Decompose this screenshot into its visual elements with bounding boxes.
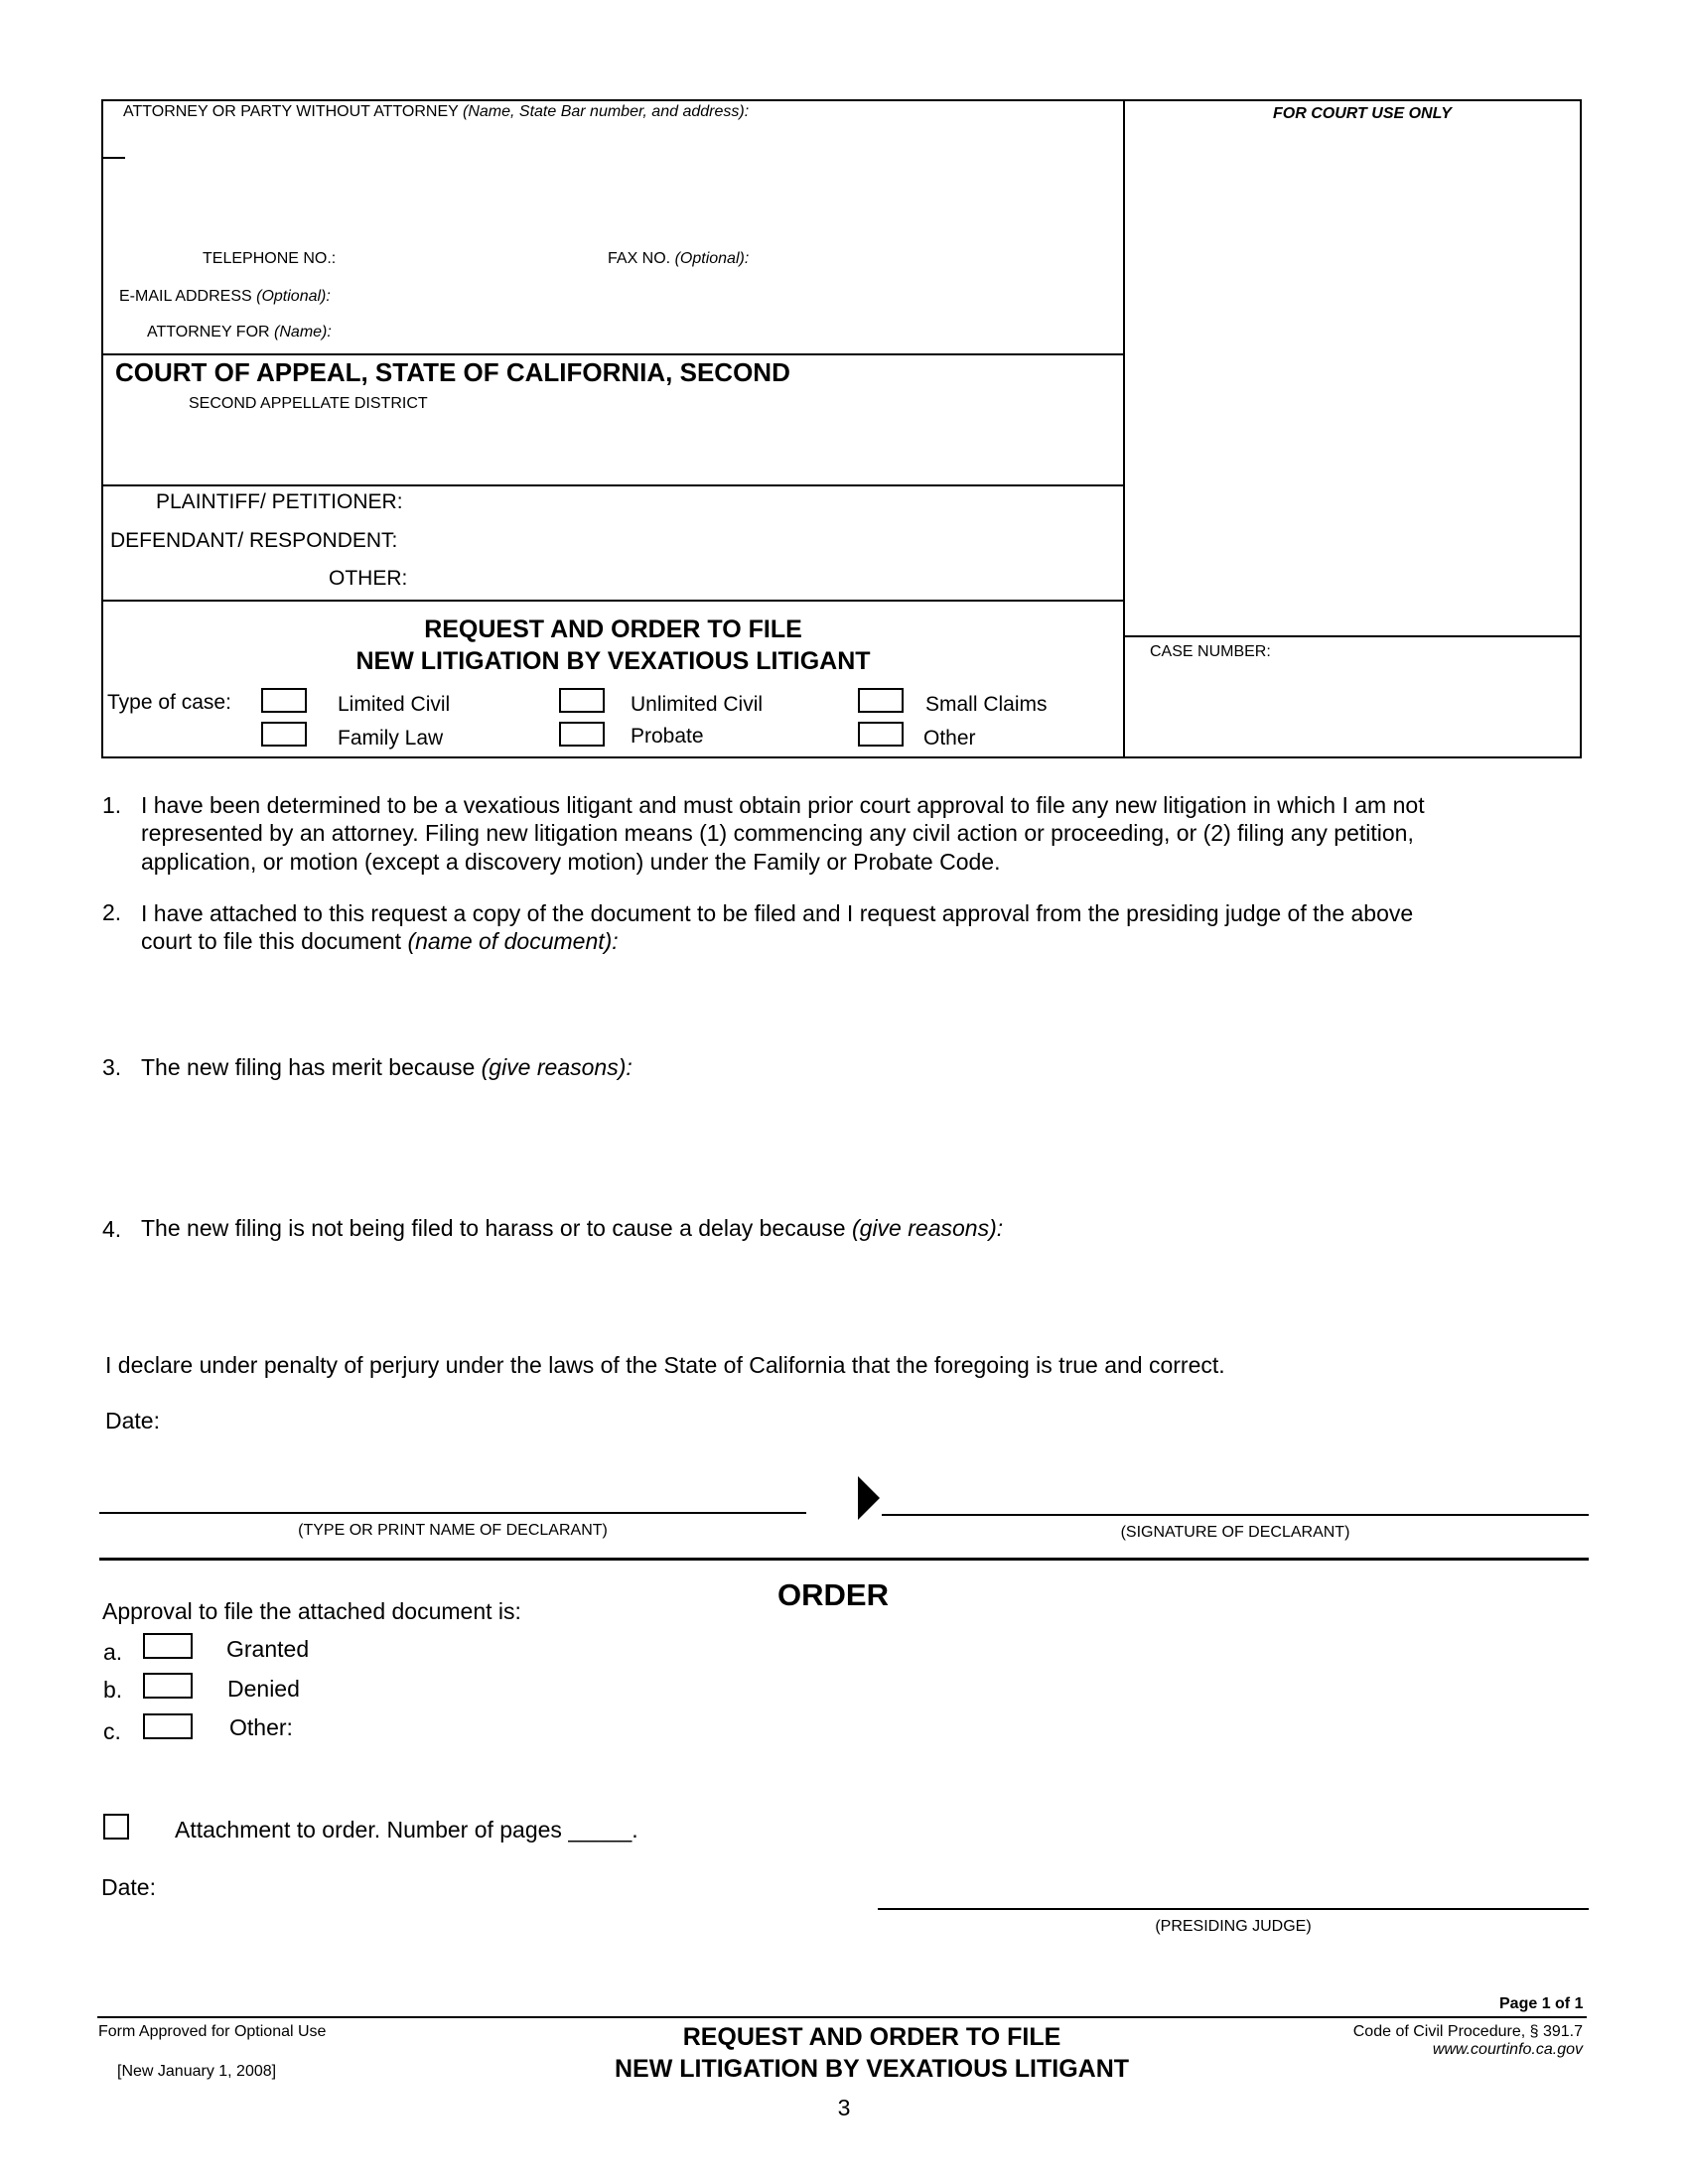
page-indicator: Page 1 of 1 bbox=[1499, 1995, 1584, 2012]
probate-label: Probate bbox=[631, 725, 704, 748]
item-3-note: (give reasons): bbox=[481, 1054, 633, 1080]
item-3-main: The new filing has merit because bbox=[141, 1054, 476, 1080]
item-3-text bbox=[141, 1054, 633, 1081]
footer-rule bbox=[97, 2016, 1587, 2018]
order-divider bbox=[99, 1558, 1589, 1561]
page-number: 3 bbox=[837, 2095, 851, 2120]
denied-label: Denied bbox=[227, 1676, 300, 1702]
family-law-checkbox[interactable] bbox=[261, 722, 307, 747]
option-c-letter: c. bbox=[103, 1718, 121, 1744]
form-new-date: [New January 1, 2008] bbox=[117, 2063, 277, 2080]
other-order-label: Other: bbox=[229, 1714, 293, 1740]
approval-label: Approval to file the attached document is: bbox=[102, 1598, 521, 1624]
district-name: SECOND APPELLATE DISTRICT bbox=[189, 395, 428, 412]
court-use-box bbox=[1123, 99, 1582, 637]
website: www.courtinfo.ca.gov bbox=[1432, 2041, 1583, 2058]
code-reference: Code of Civil Procedure, § 391.7 bbox=[1352, 2023, 1583, 2040]
granted-checkbox[interactable] bbox=[143, 1633, 193, 1659]
judge-signature-line[interactable] bbox=[878, 1908, 1589, 1910]
item-1-line2: represented by an attorney. Filing new litigation means (1) commencing any civil action or proceeding, or (2) filing any petition, bbox=[141, 820, 1414, 846]
option-a-letter: a. bbox=[103, 1639, 123, 1665]
denied-checkbox[interactable] bbox=[143, 1673, 193, 1699]
declarant-name-line[interactable] bbox=[99, 1512, 806, 1514]
attachment-label: Attachment to order. Number of pages _____. bbox=[175, 1817, 638, 1843]
declaration-statement: I declare under penalty of perjury under the laws of the State of California that the foregoing is true and correct. bbox=[105, 1352, 1225, 1378]
defendant-label: DEFENDANT/ RESPONDENT: bbox=[110, 529, 398, 552]
email-label-note: (Optional): bbox=[256, 288, 331, 305]
attorney-dash bbox=[103, 157, 125, 159]
small-claims-label: Small Claims bbox=[925, 693, 1048, 716]
judge-caption: (PRESIDING JUDGE) bbox=[1155, 1918, 1312, 1935]
granted-label: Granted bbox=[226, 1636, 310, 1662]
attorney-for-text: ATTORNEY FOR bbox=[147, 324, 270, 341]
telephone-label: TELEPHONE NO.: bbox=[203, 250, 337, 267]
probate-checkbox[interactable] bbox=[559, 722, 605, 747]
email-label-text: E-MAIL ADDRESS bbox=[119, 288, 252, 305]
attachment-checkbox[interactable] bbox=[103, 1814, 129, 1840]
item-2-line2 bbox=[141, 928, 619, 955]
attorney-label-text: ATTORNEY OR PARTY WITHOUT ATTORNEY bbox=[123, 103, 459, 120]
fax-label-text: FAX NO. bbox=[608, 250, 671, 267]
type-of-case-label: Type of case: bbox=[107, 691, 231, 714]
limited-civil-checkbox[interactable] bbox=[261, 688, 307, 713]
court-name: COURT OF APPEAL, STATE OF CALIFORNIA, SECOND bbox=[115, 357, 790, 387]
other-case-label: Other bbox=[923, 727, 976, 750]
item-1-line3: application, or motion (except a discovery motion) under the Family or Probate Code. bbox=[141, 849, 1001, 875]
item-1-number: 1. bbox=[102, 792, 122, 818]
attorney-for-note: (Name): bbox=[274, 324, 332, 341]
item-4-main: The new filing is not being filed to harass or to cause a delay because bbox=[141, 1215, 846, 1241]
attorney-label bbox=[123, 103, 749, 121]
item-4-note: (give reasons): bbox=[852, 1215, 1004, 1241]
attorney-box bbox=[101, 99, 1125, 355]
option-b-letter: b. bbox=[103, 1677, 123, 1703]
form-approved: Form Approved for Optional Use bbox=[98, 2023, 327, 2040]
email-label bbox=[119, 288, 331, 306]
form-title-line2: NEW LITIGATION BY VEXATIOUS LITIGANT bbox=[355, 647, 871, 675]
form-title-line1: REQUEST AND ORDER TO FILE bbox=[424, 615, 802, 643]
other-case-checkbox[interactable] bbox=[858, 722, 904, 747]
limited-civil-label: Limited Civil bbox=[338, 693, 451, 716]
item-2-line2-text: court to file this document bbox=[141, 928, 402, 954]
signature-arrow-icon bbox=[858, 1476, 880, 1520]
item-4-text bbox=[141, 1215, 1003, 1242]
small-claims-checkbox[interactable] bbox=[858, 688, 904, 713]
order-title: ORDER bbox=[777, 1577, 889, 1612]
other-party-label: OTHER: bbox=[329, 567, 408, 590]
court-use-label: FOR COURT USE ONLY bbox=[1273, 105, 1452, 122]
footer-title-line2: NEW LITIGATION BY VEXATIOUS LITIGANT bbox=[614, 2055, 1130, 2083]
family-law-label: Family Law bbox=[338, 727, 444, 750]
case-number-label: CASE NUMBER: bbox=[1150, 643, 1271, 660]
item-1-line1: I have been determined to be a vexatious litigant and must obtain prior court approval to file any new litigation in which I am not bbox=[141, 792, 1425, 818]
footer-title-line1: REQUEST AND ORDER TO FILE bbox=[682, 2023, 1061, 2051]
item-2-number: 2. bbox=[102, 899, 122, 925]
item-2-line1: I have attached to this request a copy of the document to be filed and I request approval from the presiding judge of the above bbox=[141, 900, 1414, 926]
other-order-checkbox[interactable] bbox=[143, 1713, 193, 1739]
plaintiff-label: PLAINTIFF/ PETITIONER: bbox=[156, 490, 403, 513]
declarant-signature-caption: (SIGNATURE OF DECLARANT) bbox=[1120, 1524, 1350, 1541]
order-date-label: Date: bbox=[101, 1874, 156, 1900]
unlimited-civil-checkbox[interactable] bbox=[559, 688, 605, 713]
item-3-number: 3. bbox=[102, 1054, 122, 1080]
unlimited-civil-label: Unlimited Civil bbox=[631, 693, 764, 716]
declarant-name-caption: (TYPE OR PRINT NAME OF DECLARANT) bbox=[298, 1522, 608, 1539]
item-4-number: 4. bbox=[102, 1216, 122, 1242]
item-2-note: (name of document): bbox=[407, 928, 619, 954]
fax-label bbox=[608, 250, 749, 268]
declaration-date-label: Date: bbox=[105, 1408, 160, 1433]
declarant-signature-line[interactable] bbox=[882, 1514, 1589, 1516]
attorney-label-note: (Name, State Bar number, and address): bbox=[463, 103, 750, 120]
fax-label-note: (Optional): bbox=[674, 250, 750, 267]
attorney-for-label bbox=[147, 324, 332, 341]
